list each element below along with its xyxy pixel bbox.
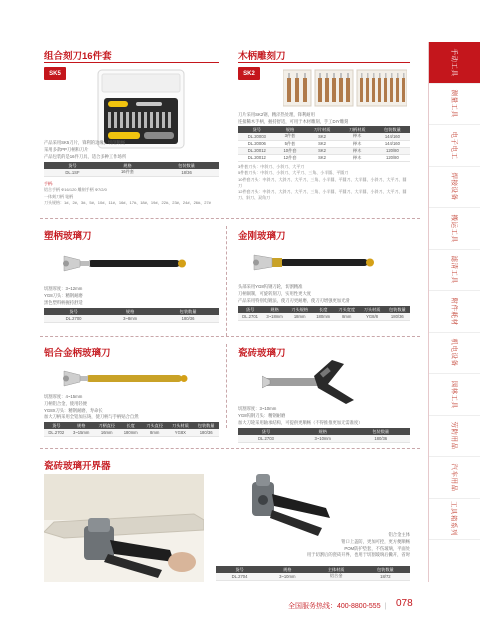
table-row: DL.2703 3~10mm 180/36 bbox=[238, 435, 410, 442]
tab-protection[interactable]: 劳防用品 bbox=[429, 416, 480, 458]
opener-tool-image bbox=[246, 472, 336, 538]
tab-filtering[interactable]: 滤清工具 bbox=[429, 250, 480, 292]
diamond-cutter-description: 头部采用YG8钨钢刀轮，切割精准 刀柄铜制，可旋转刻刀，实用性更大度 产品采用特别电镀法，使刀刃更耐磨，使刀刃增强更加光滑 bbox=[238, 284, 350, 303]
sk2-code-badge: SK2 bbox=[238, 67, 260, 80]
divider bbox=[40, 336, 420, 337]
sk2-description: 刀片采用SK2钢，精淬热处理，锋利耐用 连接稀木手柄，握持舒适，可用于木材雕刻，手工DIY雕刻 bbox=[238, 112, 349, 124]
opener-description: 铝合金主体 钳口上盖防，更加可控，更方便顺畅 POM防护垫套，不伤玻璃，平面处 用于切割后的瓷砖开界，也用于切割玻璃后撇开，省时 bbox=[306, 532, 410, 558]
diamond-cutter-spec-table: 货号 规格 刀头规格 长度 刀头宽度 刀头材质 包装数量 DL.2701 3~18mm 18mm 180mm 8mm YG8/8 180/36 bbox=[238, 306, 410, 321]
tile-cutter-description: 切割厚度：3~10mm YG8钨钢刀头：精钢耐磨 加大刀轮采用轴承结构，可提供更顺畅（不得推推更加无需准度） bbox=[238, 406, 363, 425]
opener-in-use-image bbox=[44, 474, 204, 582]
tile-cutter-spec-table: 货号 规格 包装数量 DL.2703 3~10mm 180/36 bbox=[238, 428, 410, 443]
sk5-description: 产品采用SK5刀片，锋利的边缘，切削顺畅 采用多款PP刀柄和刀片 产品包装的是16件刀具，适合多种工作场所 bbox=[44, 140, 127, 159]
table-row: DL.20006 5件套 SK2 榉木 144/160 bbox=[238, 140, 410, 147]
footer-separator: | bbox=[384, 603, 387, 610]
table-row: DL.20003 3件套 SK2 榉木 144/160 bbox=[238, 133, 410, 140]
table-row: DL.2704 3~10mm 铝合金 18/72 bbox=[216, 573, 410, 580]
tab-automotive[interactable]: 汽车用品 bbox=[429, 457, 480, 499]
tab-garden[interactable]: 园林工具 bbox=[429, 374, 480, 416]
sk2-wood-carving-set-image bbox=[283, 66, 407, 110]
tab-electromech[interactable]: 机电设备 bbox=[429, 333, 480, 375]
diamond-cutter-title: 金刚玻璃刀 bbox=[238, 231, 286, 242]
table-row: DL.2701 3~18mm 18mm 180mm 8mm YG8/8 180/36 bbox=[238, 313, 410, 320]
page-number: 078 bbox=[396, 598, 413, 609]
tab-hand-tools[interactable]: 手动工具 bbox=[429, 42, 480, 84]
table-row: DL.1SF 16件套 18/36 bbox=[44, 169, 219, 176]
tab-electrical[interactable]: 电子电工 bbox=[429, 125, 480, 167]
aluminum-cutter-title: 铝合金柄玻璃刀 bbox=[44, 348, 111, 359]
tab-accessories[interactable]: 附件耗材 bbox=[429, 291, 480, 333]
tab-welding[interactable]: 焊接设备 bbox=[429, 167, 480, 209]
sk5-spec-table: 货号 规格 包装数量 DL.1SF 16件套 18/36 bbox=[44, 162, 219, 177]
aluminum-glass-cutter-image bbox=[60, 366, 190, 390]
tile-glass-cutter-image bbox=[262, 356, 362, 406]
sk2-title: 木柄雕刻刀 bbox=[238, 51, 286, 62]
divider bbox=[40, 218, 420, 219]
table-row: DL.2700 3~8mm 180/36 bbox=[44, 315, 219, 322]
sk5-title: 组合刻刀16件套 bbox=[44, 51, 112, 62]
plastic-cutter-spec-table: 货号 规格 包装数量 DL.2700 3~8mm 180/36 bbox=[44, 308, 219, 323]
sk2-notes: 3件套刀头：中斜刀、小斜刀、大平刀 5件套刀头：中斜刀、小斜刀、大平刀、三角、小半圆、平圆刀 10件套刀头：中斜刀、大斜刀、大平刀、三角、小半圆、平圆刀、大半圆、小斜刀、大平刀、圆刀 12件套刀头：中斜刀、大斜刀、大平刀、三角、小半圆、平圆刀、大半圆、小斜刀、大平刀、圆刀、斜刀、双角刀 bbox=[238, 164, 407, 201]
diamond-glass-cutter-image bbox=[250, 248, 380, 276]
tab-handling[interactable]: 搬运工具 bbox=[429, 208, 480, 250]
aluminum-cutter-description: 切割厚度：4~15mm 刀柄铝合金，使用轻便 YG8X刀头：精钢耐磨，寿命长 加大刀柄采用全铝加压铸，使刀柄与手柄贴合自然 bbox=[44, 394, 139, 420]
table-row: DL.20012 10件套 SK2 榉木 120/80 bbox=[238, 147, 410, 154]
divider bbox=[40, 448, 420, 449]
sk5-rule bbox=[44, 62, 219, 63]
tile-cutter-title: 瓷砖玻璃刀 bbox=[238, 348, 286, 359]
sk5-knife-set-image bbox=[96, 68, 186, 150]
tab-toolbox[interactable]: 工具箱系列 bbox=[429, 499, 480, 541]
table-row: DL.2702 3~15mm 16mm 180mm 8mm YG8X 180/36 bbox=[44, 429, 219, 436]
divider bbox=[226, 344, 227, 428]
sk5-code-badge: SK5 bbox=[44, 67, 66, 80]
tab-measuring-tools[interactable]: 测量工具 bbox=[429, 84, 480, 126]
opener-spec-table: 货号 规格 主体材质 包装数量 DL.2704 3~10mm 铝合金 18/72 bbox=[216, 566, 410, 581]
plastic-cutter-description: 切割厚度：3~12mm YG8刀头：精钢耐磨 黑色塑料柄握持舒适 bbox=[44, 286, 83, 305]
category-tabs bbox=[428, 42, 480, 582]
sk2-spec-table: 货号 规格 刀片材质 刀柄材质 包装数量 DL.20003 3件套 SK2 榉木 144/160 DL.20006 5件套 SK2 榉木 144/160 DL.20012 10件套 SK2 榉木 120/80 DL.20012 12件套 SK2 榉木 120/80 bbox=[238, 126, 410, 162]
sk2-rule bbox=[238, 62, 410, 63]
plastic-glass-cutter-image bbox=[60, 250, 190, 276]
table-row: DL.20012 12件套 SK2 榉木 120/80 bbox=[238, 154, 410, 161]
plastic-cutter-title: 塑柄玻璃刀 bbox=[44, 231, 92, 242]
divider bbox=[226, 226, 227, 336]
aluminum-cutter-spec-table: 货号 规格 刀柄直径 长度 刀头直径 刀头材质 包装数量 DL.2702 3~15mm 16mm 180mm 8mm YG8X 180/36 bbox=[44, 422, 219, 437]
opener-title: 瓷砖玻璃开界器 bbox=[44, 461, 111, 472]
service-hotline: 全国服务热线：400-8800-555 | bbox=[288, 603, 387, 610]
sk5-notes: 手柄: 铝合手柄 Φ16/120 雕刻手柄 Φ7/2/0 一体刻刀柄 笔柄 刀头规格：1#、2#、3#、5#、10#、11#、16#、17#、18#、19#、22#、23#、24#、26#、27# bbox=[44, 181, 211, 205]
